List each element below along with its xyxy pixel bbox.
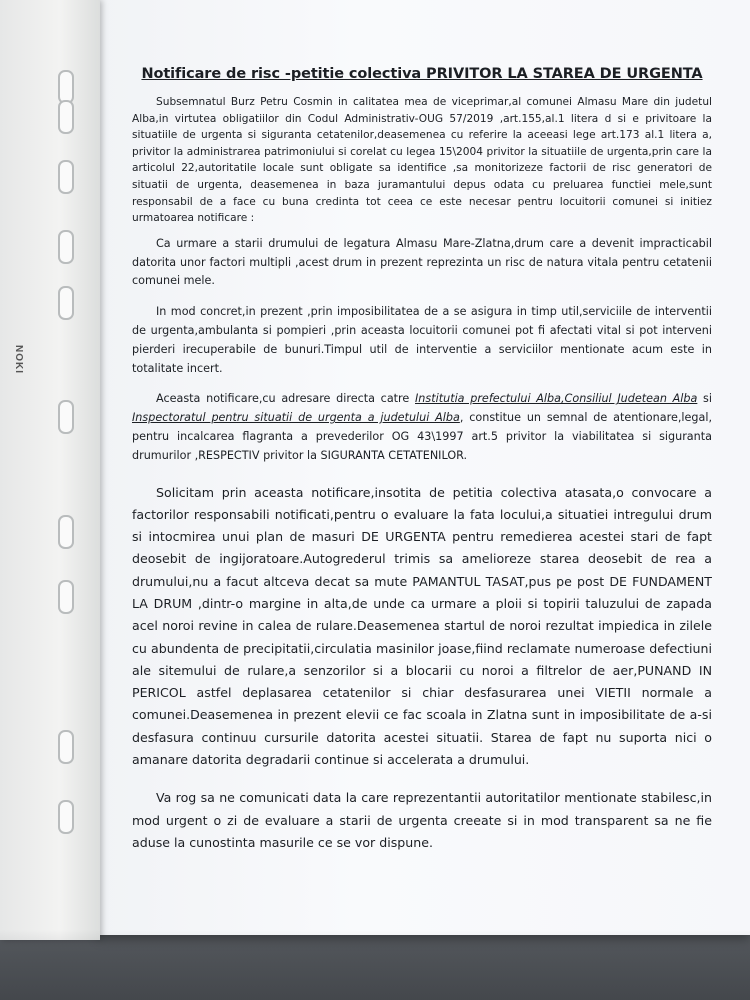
document-title: Notificare de risc -petitie colectiva PRIVITOR LA STAREA DE URGENTA xyxy=(141,66,703,82)
closing-paragraph: Va rog sa ne comunicati data la care reprezentantii autoritatilor mentionate stabilesc,in mod urgent o zi de evaluare a starii de urgenta creeate si in mod transparent sa ne fie aduse la cunostinta masurile ce se vor dispune. xyxy=(132,790,712,850)
addressees-lead-text: Aceasta notificare,cu adresare directa catre xyxy=(156,392,415,406)
punch-hole xyxy=(58,800,74,834)
punch-hole xyxy=(58,70,74,104)
punch-hole xyxy=(58,100,74,134)
punch-hole xyxy=(58,580,74,614)
addressees-tail-text: , constitue un semnal de atentionare,legal, pentru incalcarea flagranta a prevederilor OG 43\1997 art.5 privitor la viabilitatea si siguranta drumurilor ,RESPECTIV privitor la SIGURANTA CETATENILOR. xyxy=(132,411,712,462)
punch-hole xyxy=(58,160,74,194)
punch-hole xyxy=(58,286,74,320)
addressee-emergency-inspectorate: Inspectoratul pentru situatii de urgenta a judetului Alba xyxy=(132,411,460,425)
addressees-join-text: si xyxy=(697,392,712,406)
bottom-shadow xyxy=(0,930,750,1000)
document-content xyxy=(132,66,712,854)
sheet-protector-edge xyxy=(0,0,100,940)
punch-hole xyxy=(58,515,74,549)
addressee-prefecture-council: Institutia prefectului Alba,Consiliul Judetean Alba xyxy=(415,392,698,406)
request-paragraph: Solicitam prin aceasta notificare,insotita de petitia colectiva atasata,o convocare a factorilor responsabili notificati,pentru o evaluare la fata locului,a situatiei intregului drum si intocmirea unui plan de masuri DE URGENTA pentru remedierea acestei stari de fapt deosebit de ingijoratoare.Autogrederul trimis sa amelioreze starea deosebit de rea a drumului,nu a facut altceva decat sa mute PAMANTUL TASAT,pus pe post DE FUNDAMENT LA DRUM ,dintr-o margine in alta,de unde ca urmare a ploii si topirii taluzului de zapada acel noroi revine in calea de rulare.Deasemenea startul de noroi rezultat impiedica in zilele cu abundenta de precipitatii,circulatia masinilor joase,fiind reclamate numeroase defectiuni ale sitemului de rulare,a senzorilor si a blocarii cu noroi a filtrelor de aer,PUNAND IN PERICOL astfel deplasarea cetatenilor si chiar desfasurarea unei VIETII normale a comunei.Deasemenea in prezent elevii ce fac scoala in Zlatna sunt in imposibilitate de a-si desfasura continuu cursurile datorita acestei situatii. Starea de fapt nu suporta nici o amanare datorita degradarii continue si accelerata a drumului. xyxy=(132,484,712,768)
risk-details-paragraph: In mod concret,in prezent ,prin imposibilitatea de a se asigura in timp util,serviciile de interventii de urgenta,ambulanta si pompieri ,prin aceasta locuitorii comunei pot fi afectati vital si pot interveni pierderi irecuperabile de bunuri.Timpul util de interventie a serviciilor mentionate acum este in totalitate incert. xyxy=(132,305,712,375)
addressees-paragraph xyxy=(132,390,712,465)
intro-paragraph: Subsemnatul Burz Petru Cosmin in calitatea mea de viceprimar,al comunei Almasu Mare din judetul Alba,in virtutea obligatiilor din Codul Administrativ-OUG 57/2019 ,art.155,al.1 litera d si e privitoare la situatiile de urgenta si siguranta cetatenilor,deasemenea cu referire la aceeasi lege art.173 al.1 litera a, privitor la administrarea patrimoniului si corelat cu legea 15\2004 privitor la situatiile de urgenta,prin care la articolul 22,autoritatile locale sunt obligate sa identifice ,sa monitorizeze factorii de risc generatori de situatii de urgenta, deasemenea in baza juramantului depus odata cu preluarea functiei mele,sunt responsabil de a face cu buna credinta tot ceea ce este necesar pentru locuitorii comunei si initiez urmatoarea notificare : xyxy=(132,96,712,225)
sleeve-brand-label: NOKI xyxy=(13,345,24,374)
punch-hole xyxy=(58,730,74,764)
punch-hole xyxy=(58,230,74,264)
road-status-paragraph: Ca urmare a starii drumului de legatura Almasu Mare-Zlatna,drum care a devenit impracticabil datorita unor factori multipli ,acest drum in prezent reprezinta un risc de natura vitala pentru cetatenii comunei mele. xyxy=(132,236,712,288)
punch-hole xyxy=(58,400,74,434)
